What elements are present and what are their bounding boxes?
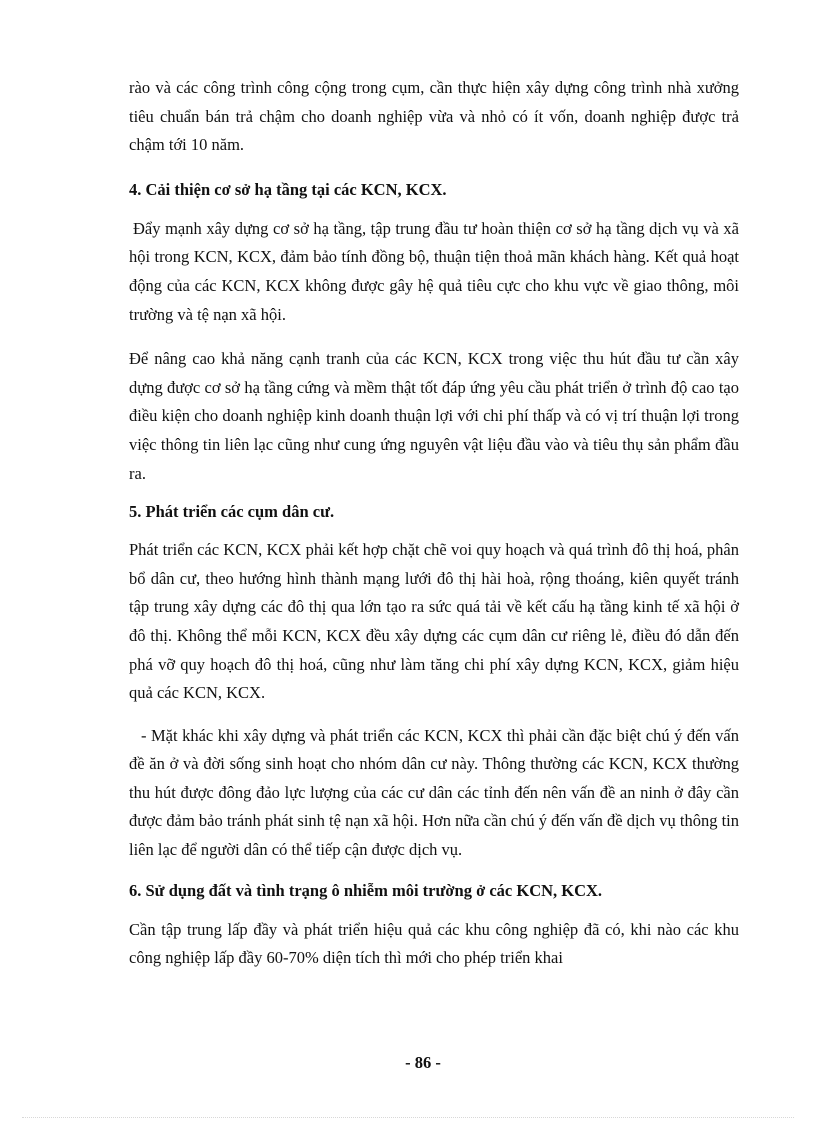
body-paragraph: Đẩy mạnh xây dựng cơ sở hạ tầng, tập trung đầu tư hoàn thiện cơ sở hạ tầng dịch vụ và xã hội trong KCN, KCX, đảm bảo tính đồng bộ, thuận tiện thoả mãn khách hàng. Kết quả hoạt động của các KCN, KCX không được gây hệ quả tiêu cực cho khu vực về giao thông, môi trường và tệ nạn xã hội. [129,218,739,324]
body-paragraph: rào và các công trình công cộng trong cụm, cần thực hiện xây dựng công trình nhà xưởng tiêu chuẩn bán trả chậm cho doanh nghiệp vừa và nhỏ có ít vốn, doanh nghiệp được trả chậm tới 10 năm. [129,78,739,155]
footer-divider [22,1117,794,1118]
section-heading-5: 5. Phát triển các cụm dân cư. [129,502,335,522]
body-paragraph: Để nâng cao khả năng cạnh tranh của các KCN, KCX trong việc thu hút đầu tư cần xây dựng được cơ sở hạ tầng cứng và mềm thật tốt đáp ứng yêu cầu phát triển ở trình độ cao tạo điều kiện cho doanh nghiệp kinh doanh thuận lợi với chi phí thấp và có vị trí thuận lợi trong việc thông tin liên lạc cũng như cung ứng nguyên vật liệu đầu vào và tiêu thụ sản phẩm đầu ra. [129,349,739,483]
body-paragraph: - Mặt khác khi xây dựng và phát triển các KCN, KCX thì phải cần đặc biệt chú ý đến vấn đề ăn ở và đời sống sinh hoạt cho nhóm dân cư này. Thông thường các KCN, KCX thường thu hút được đông đảo lực lượng của các cư dân các tỉnh đến nên vấn đề an ninh ở đây cần được đảm bảo tránh phát sinh tệ nạn xã hội. Hơn nữa cần chú ý đến vấn đề dịch vụ thông tin liên lạc để người dân có thể tiếp cận được dịch vụ. [129,725,739,860]
page-body [129,74,739,977]
body-paragraph: Cần tập trung lấp đầy và phát triển hiệu quả các khu công nghiệp đã có, khi nào các khu công nghiệp lấp đầy 60-70% diện tích thì mới cho phép triển khai [129,919,739,968]
body-paragraph: Phát triển các KCN, KCX phải kết hợp chặt chẽ voi quy hoạch và quá trình đô thị hoá, phân bổ dân cư, theo hướng hình thành mạng lưới đô thị hài hoà, rộng thoáng, kiên quyết tránh tập trung xây dựng các đô thị qua lớn tạo ra sức quá tải về kết cấu hạ tầng kinh tế xã hội ở đô thị. Không thể mỗi KCN, KCX đều xây dựng các cụm dân cư riêng lẻ, điều đó dẫn đến phá vỡ quy hoạch đô thị hoá, cũng như làm tăng chi phí xây dựng KCN, KCX, giảm hiệu quả các KCN, KCX. [129,540,739,703]
section-heading-4: 4. Cải thiện cơ sở hạ tầng tại các KCN, KCX. [129,179,447,199]
page-number: - 86 - [405,1053,441,1072]
section-heading-6: 6. Sử dụng đất và tình trạng ô nhiễm môi trường ở các KCN, KCX. [129,880,603,900]
